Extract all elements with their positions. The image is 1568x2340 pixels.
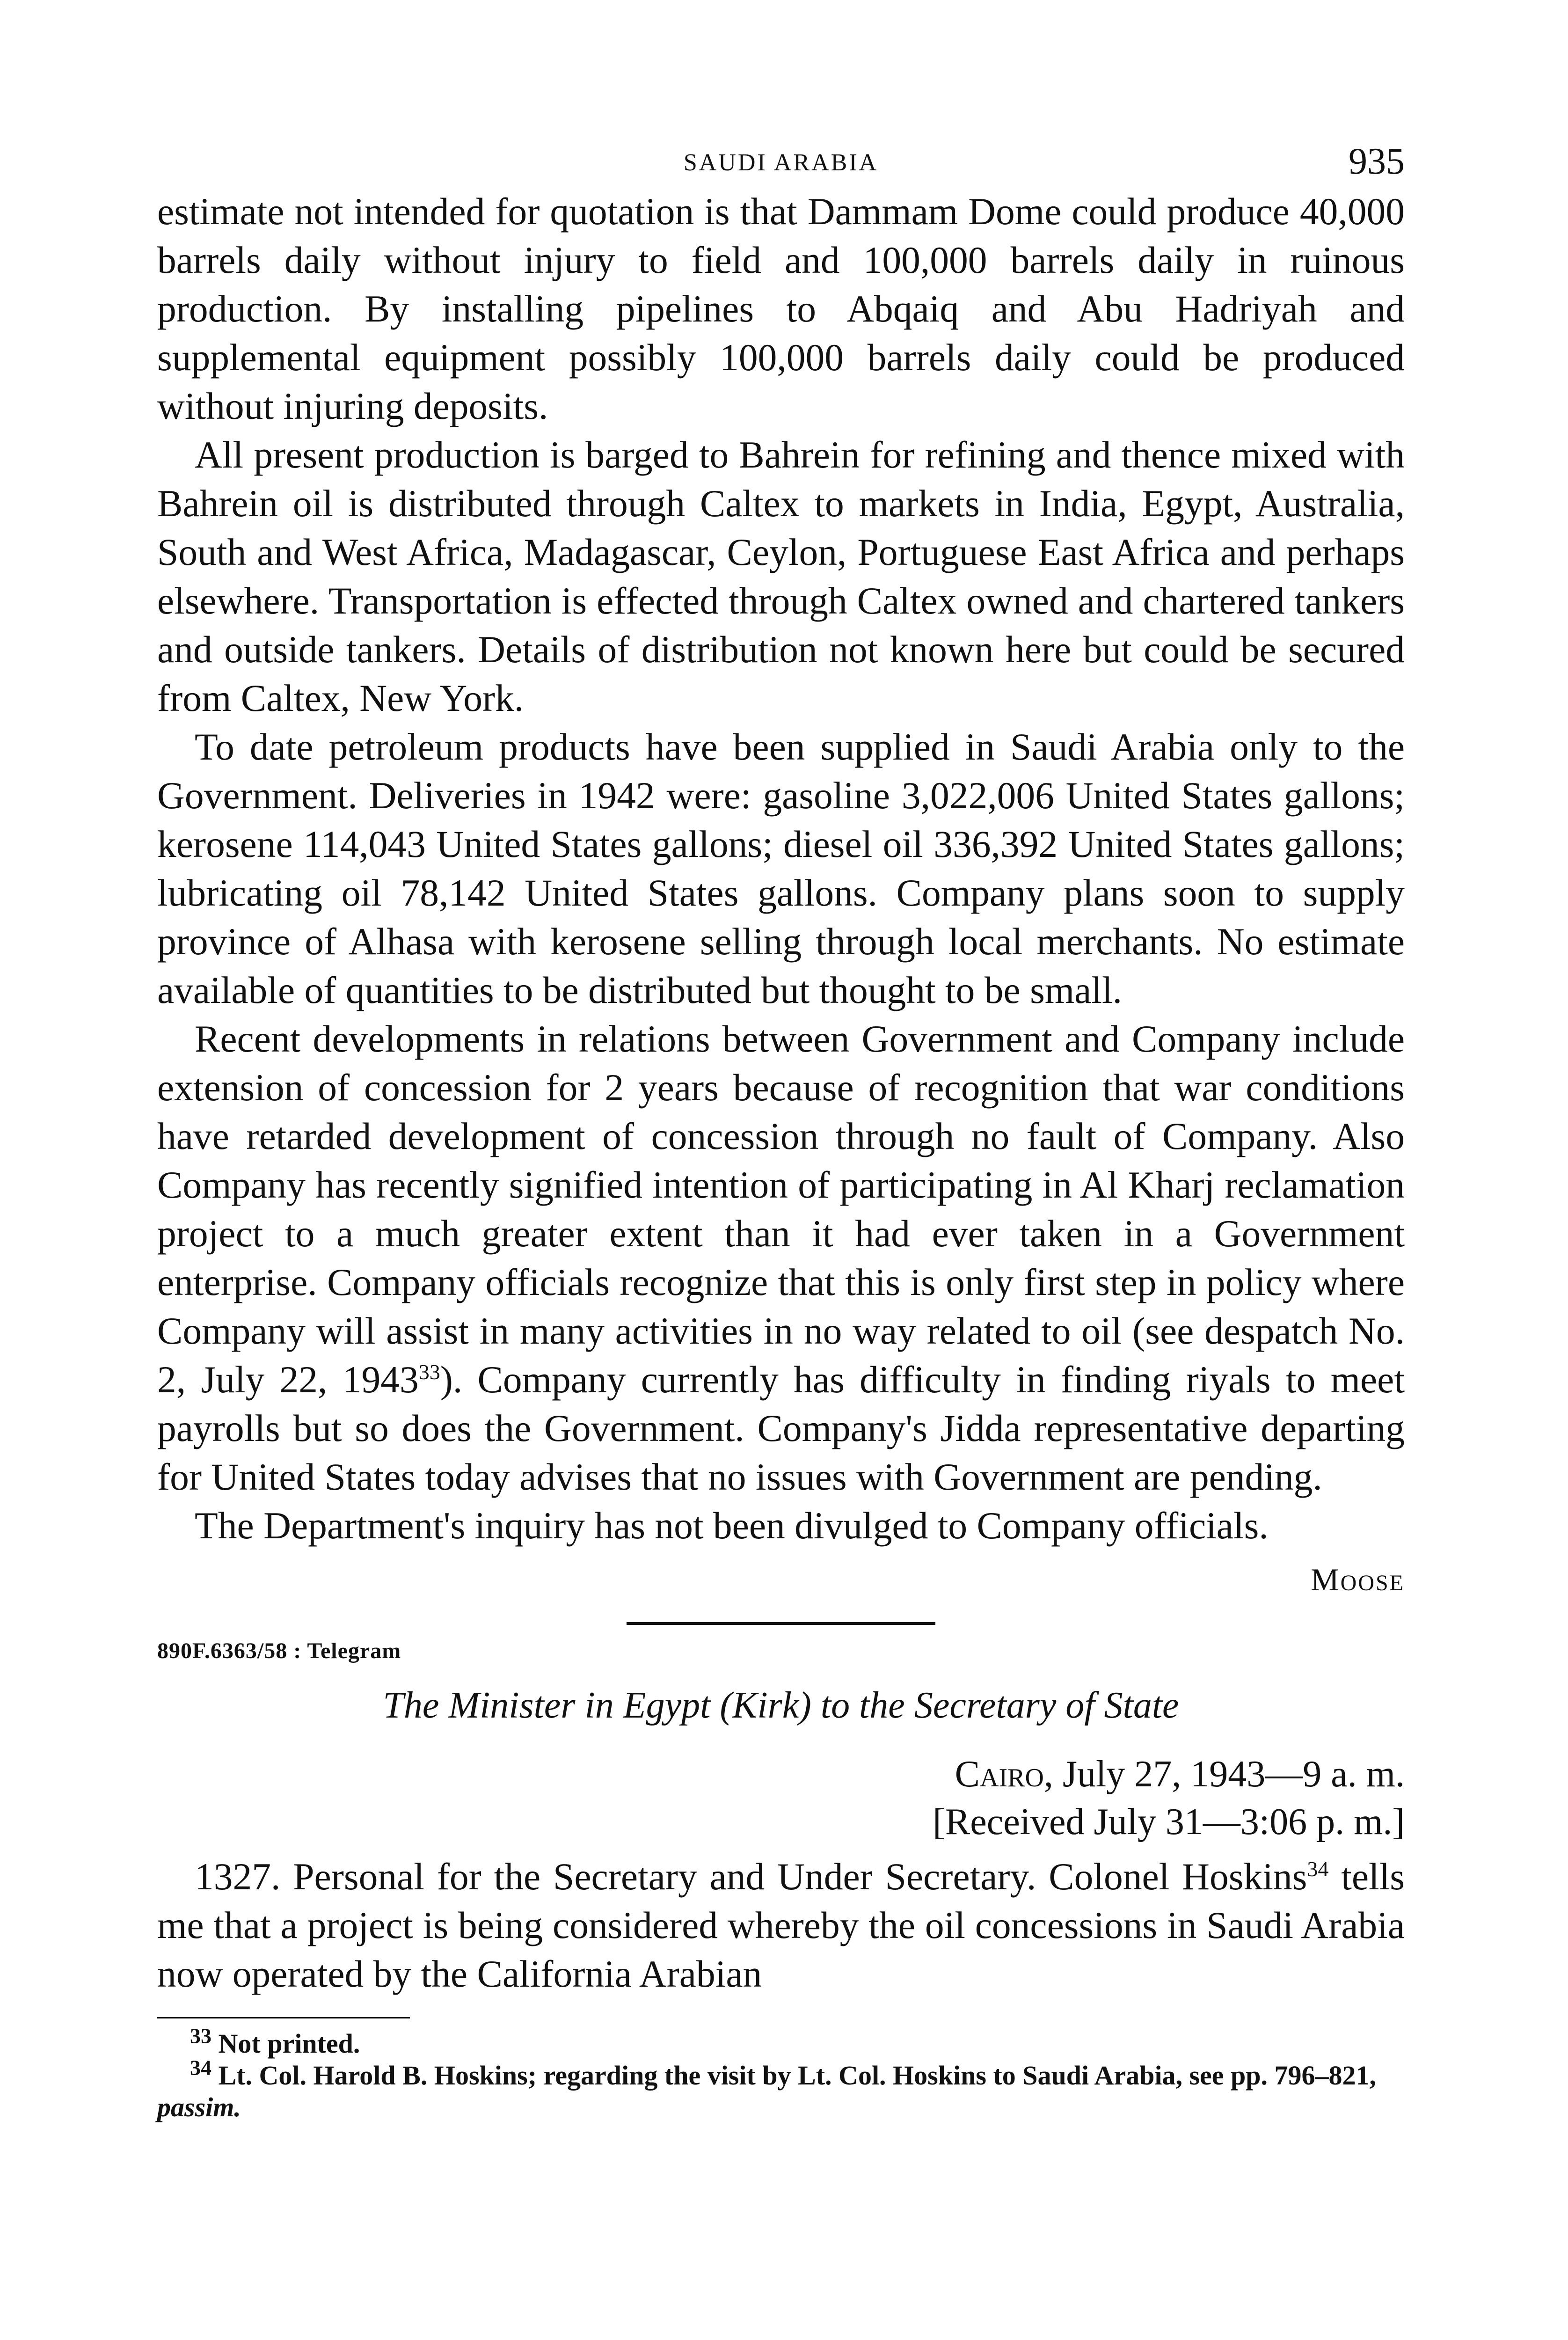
document-title: The Minister in Egypt (Kirk) to the Secretary of State [383,1685,1179,1726]
paragraph-text-continued: ). Company currently has difficulty in finding riyals to meet payrolls but so does the Government. Company's Jidda representative departing for United States today advises that no issues with Government are pending. [157,1358,1405,1498]
footnote-34 [157,2055,1405,2123]
page-number: 935 [1349,141,1405,182]
section-divider [627,1622,935,1625]
paragraph-text: Recent developments in relations between Government and Company include extension of concession for 2 years because of recognition that war conditions have retarded development of concession through no fault of Company. Also Company has recently signified intention of participating in Al Kharj reclamation project to a much greater extent than it had ever taken in a Government enterprise. Company officials recognize that this is only first step in policy where Company will assist in many activities in no way related to oil (see despatch No. 2, July 22, 1943 [157,1017,1405,1401]
running-title: SAUDI ARABIA [683,149,879,176]
footnote-divider [157,2017,410,2018]
footnote-33 [157,2024,1405,2060]
document-page [157,140,1405,2123]
dateline [157,1750,1405,1798]
paragraph-text-continued: tells me that a project is being considered whereby the oil concessions in Saudi Arabia now operated by the California Arabian [157,1855,1405,1995]
footnote-text: Not printed. [218,2028,360,2059]
received-line: [Received July 31—3:06 p. m.] [933,1801,1405,1843]
footnote-mark: 34 [190,2055,211,2080]
paragraph-distribution: All present production is barged to Bahrein for refining and thence mixed with Bahrein oil is distributed through Caltex to markets in India, Egypt, Australia, South and West Africa, Madagascar, Ceylon, Portuguese East Africa and perhaps elsewhere. Transportation is effected through Caltex owned and chartered tankers and outside tankers. Details of distribution not known here but could be secured from Caltex, New York. [157,433,1405,719]
footnote-ref-34: 34 [1307,1857,1329,1881]
paragraph-deliveries: To date petroleum products have been supplied in Saudi Arabia only to the Government. Deliveries in 1942 were: gasoline 3,022,006 United States gallons; kerosene 114,043 United States gallons; diesel oil 336,392 United States gallons; lubricating oil 78,142 United States gallons. Company plans soon to supply province of Alhasa with kerosene selling through local merchants. No estimate available of quantities to be distributed but thought to be small. [157,725,1405,1011]
signature: Moose [1311,1562,1405,1597]
paragraph-text: 1327. Personal for the Secretary and Under Secretary. Colonel Hoskins [195,1855,1307,1898]
paragraph-telegram [157,1852,1405,1998]
footnote-text: Lt. Col. Harold B. Hoskins; regarding the visit by Lt. Col. Hoskins to Saudi Arabia, see pp. 796–821, [218,2060,1377,2091]
paragraph-inquiry: The Department's inquiry has not been divulged to Company officials. [195,1504,1269,1547]
footnote-mark: 33 [190,2024,211,2048]
paragraph-recent-developments [157,1015,1405,1501]
dateline-date: , July 27, 1943—9 a. m. [1043,1754,1405,1795]
running-header [157,140,1405,183]
footnote-italic-text: passim. [157,2092,241,2122]
file-reference: 890F.6363/58 : Telegram [157,1638,401,1663]
paragraph-production-estimate: estimate not intended for quotation is that Dammam Dome could produce 40,000 barrels daily without injury to field and 100,000 barrels daily in ruinous production. By installing pipelines to Abqaiq and Abu Hadriyah and supplemental equipment possibly 100,000 barrels daily could be produced without injuring deposits. [157,190,1405,427]
dateline-city: Cairo [955,1754,1044,1795]
footnote-ref-33: 33 [418,1360,440,1384]
